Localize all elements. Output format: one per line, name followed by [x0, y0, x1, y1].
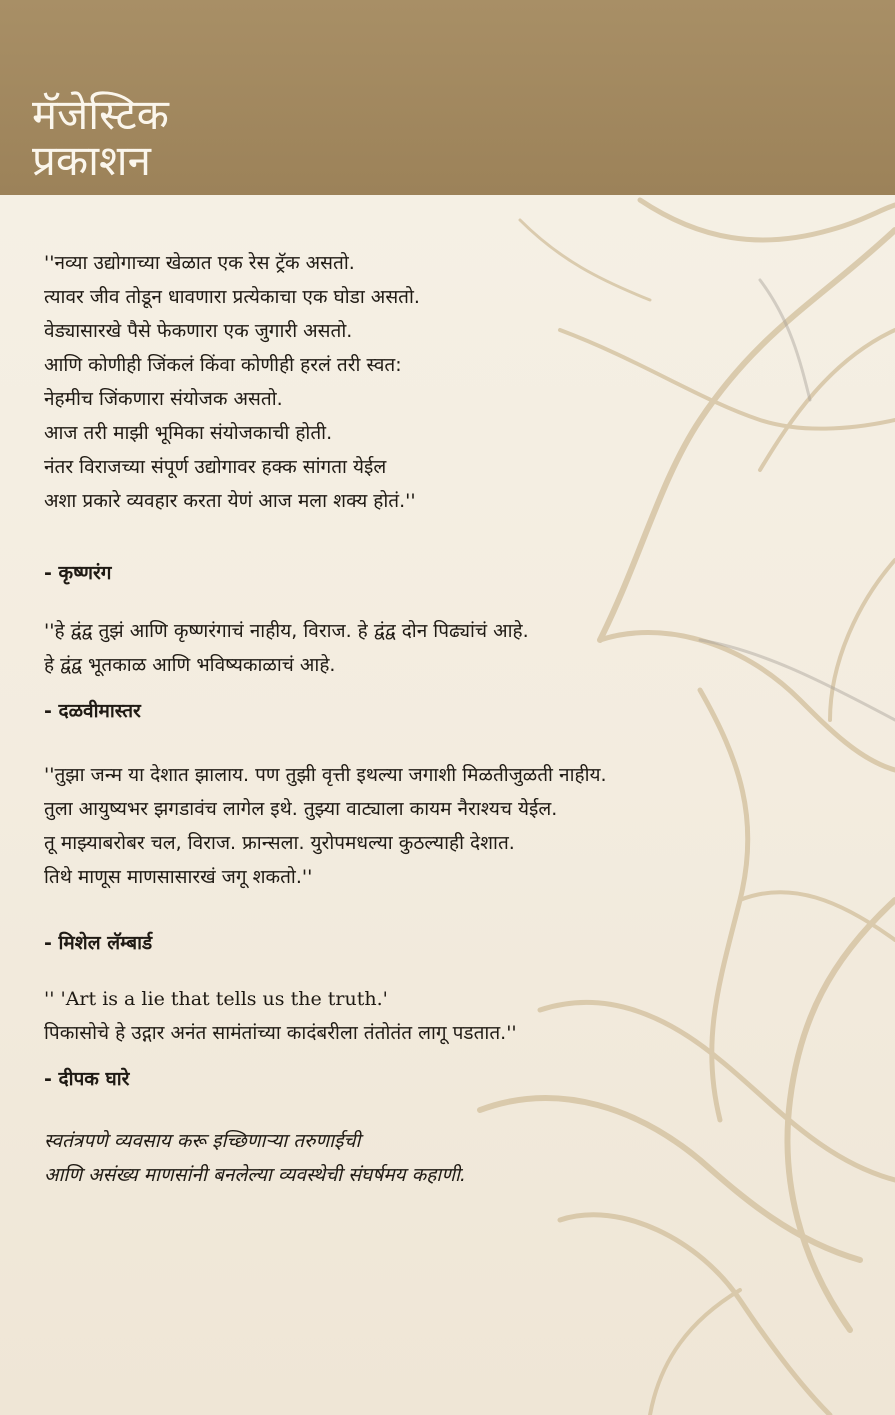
quote-line: वेड्यासारखे पैसे फेकणारा एक जुगारी असतो.: [44, 320, 353, 342]
quote-attribution: - कृष्णरंग: [44, 562, 112, 584]
publisher-header-band: [0, 0, 895, 195]
quote-attribution: - दळवीमास्तर: [44, 700, 141, 722]
quote-line: ''तुझा जन्म या देशात झालाय. पण तुझी वृत्ती इथल्या जगाशी मिळतीजुळती नाहीय.: [44, 764, 607, 786]
tagline: [44, 1124, 466, 1192]
quote-line: नेहमीच जिंकणारा संयोजक असतो.: [44, 388, 283, 410]
publisher-name-line-2: प्रकाशन: [32, 136, 151, 185]
quote-line: तिथे माणूस माणसासारखं जगू शकतो.'': [44, 866, 313, 888]
quote-line: अशा प्रकारे व्यवहार करता येणं आज मला शक्य होतं.'': [44, 490, 416, 512]
quote-line: आज तरी माझी भूमिका संयोजकाची होती.: [44, 422, 333, 444]
quote-line: तू माझ्याबरोबर चल, विराज. फ्रान्सला. युरोपमधल्या कुठल्याही देशात.: [44, 832, 515, 854]
quote-line: पिकासोचे हे उद्गार अनंत सामंतांच्या कादंबरीला तंतोतंत लागू पडतात.'': [44, 1022, 517, 1044]
quote-block: [44, 758, 607, 894]
quote-attribution: - मिशेल लॅम्बार्ड: [44, 932, 153, 954]
publisher-name: [32, 92, 169, 184]
quote-line: आणि कोणीही जिंकलं किंवा कोणीही हरलं तरी स्वत:: [44, 354, 402, 376]
quote-attribution: - दीपक घारे: [44, 1068, 130, 1090]
quote-line: तुला आयुष्यभर झगडावंच लागेल इथे. तुझ्या वाट्याला कायम नैराश्यच येईल.: [44, 798, 558, 820]
tagline-line: स्वतंत्रपणे व्यवसाय करू इच्छिणाऱ्या तरुणाईची: [44, 1130, 361, 1152]
quote-block: [44, 982, 517, 1050]
quote-line: '' 'Art is a lie that tells us the truth.': [44, 988, 388, 1010]
quote-line: नंतर विराजच्या संपूर्ण उद्योगावर हक्क सांगता येईल: [44, 456, 387, 478]
tagline-line: आणि असंख्य माणसांनी बनलेल्या व्यवस्थेची संघर्षमय कहाणी.: [44, 1164, 466, 1186]
quote-line: ''हे द्वंद्व तुझं आणि कृष्णरंगाचं नाहीय, विराज. हे द्वंद्व दोन पिढ्यांचं आहे.: [44, 620, 529, 642]
quote-block: [44, 614, 529, 682]
quote-line: हे द्वंद्व भूतकाळ आणि भविष्यकाळाचं आहे.: [44, 654, 336, 676]
quote-line: ''नव्या उद्योगाच्या खेळात एक रेस ट्रॅक असतो.: [44, 252, 355, 274]
publisher-name-line-1: मॅजेस्टिक: [32, 90, 169, 139]
quote-line: त्यावर जीव तोडून धावणारा प्रत्येकाचा एक घोडा असतो.: [44, 286, 420, 308]
quote-block: [44, 246, 420, 518]
